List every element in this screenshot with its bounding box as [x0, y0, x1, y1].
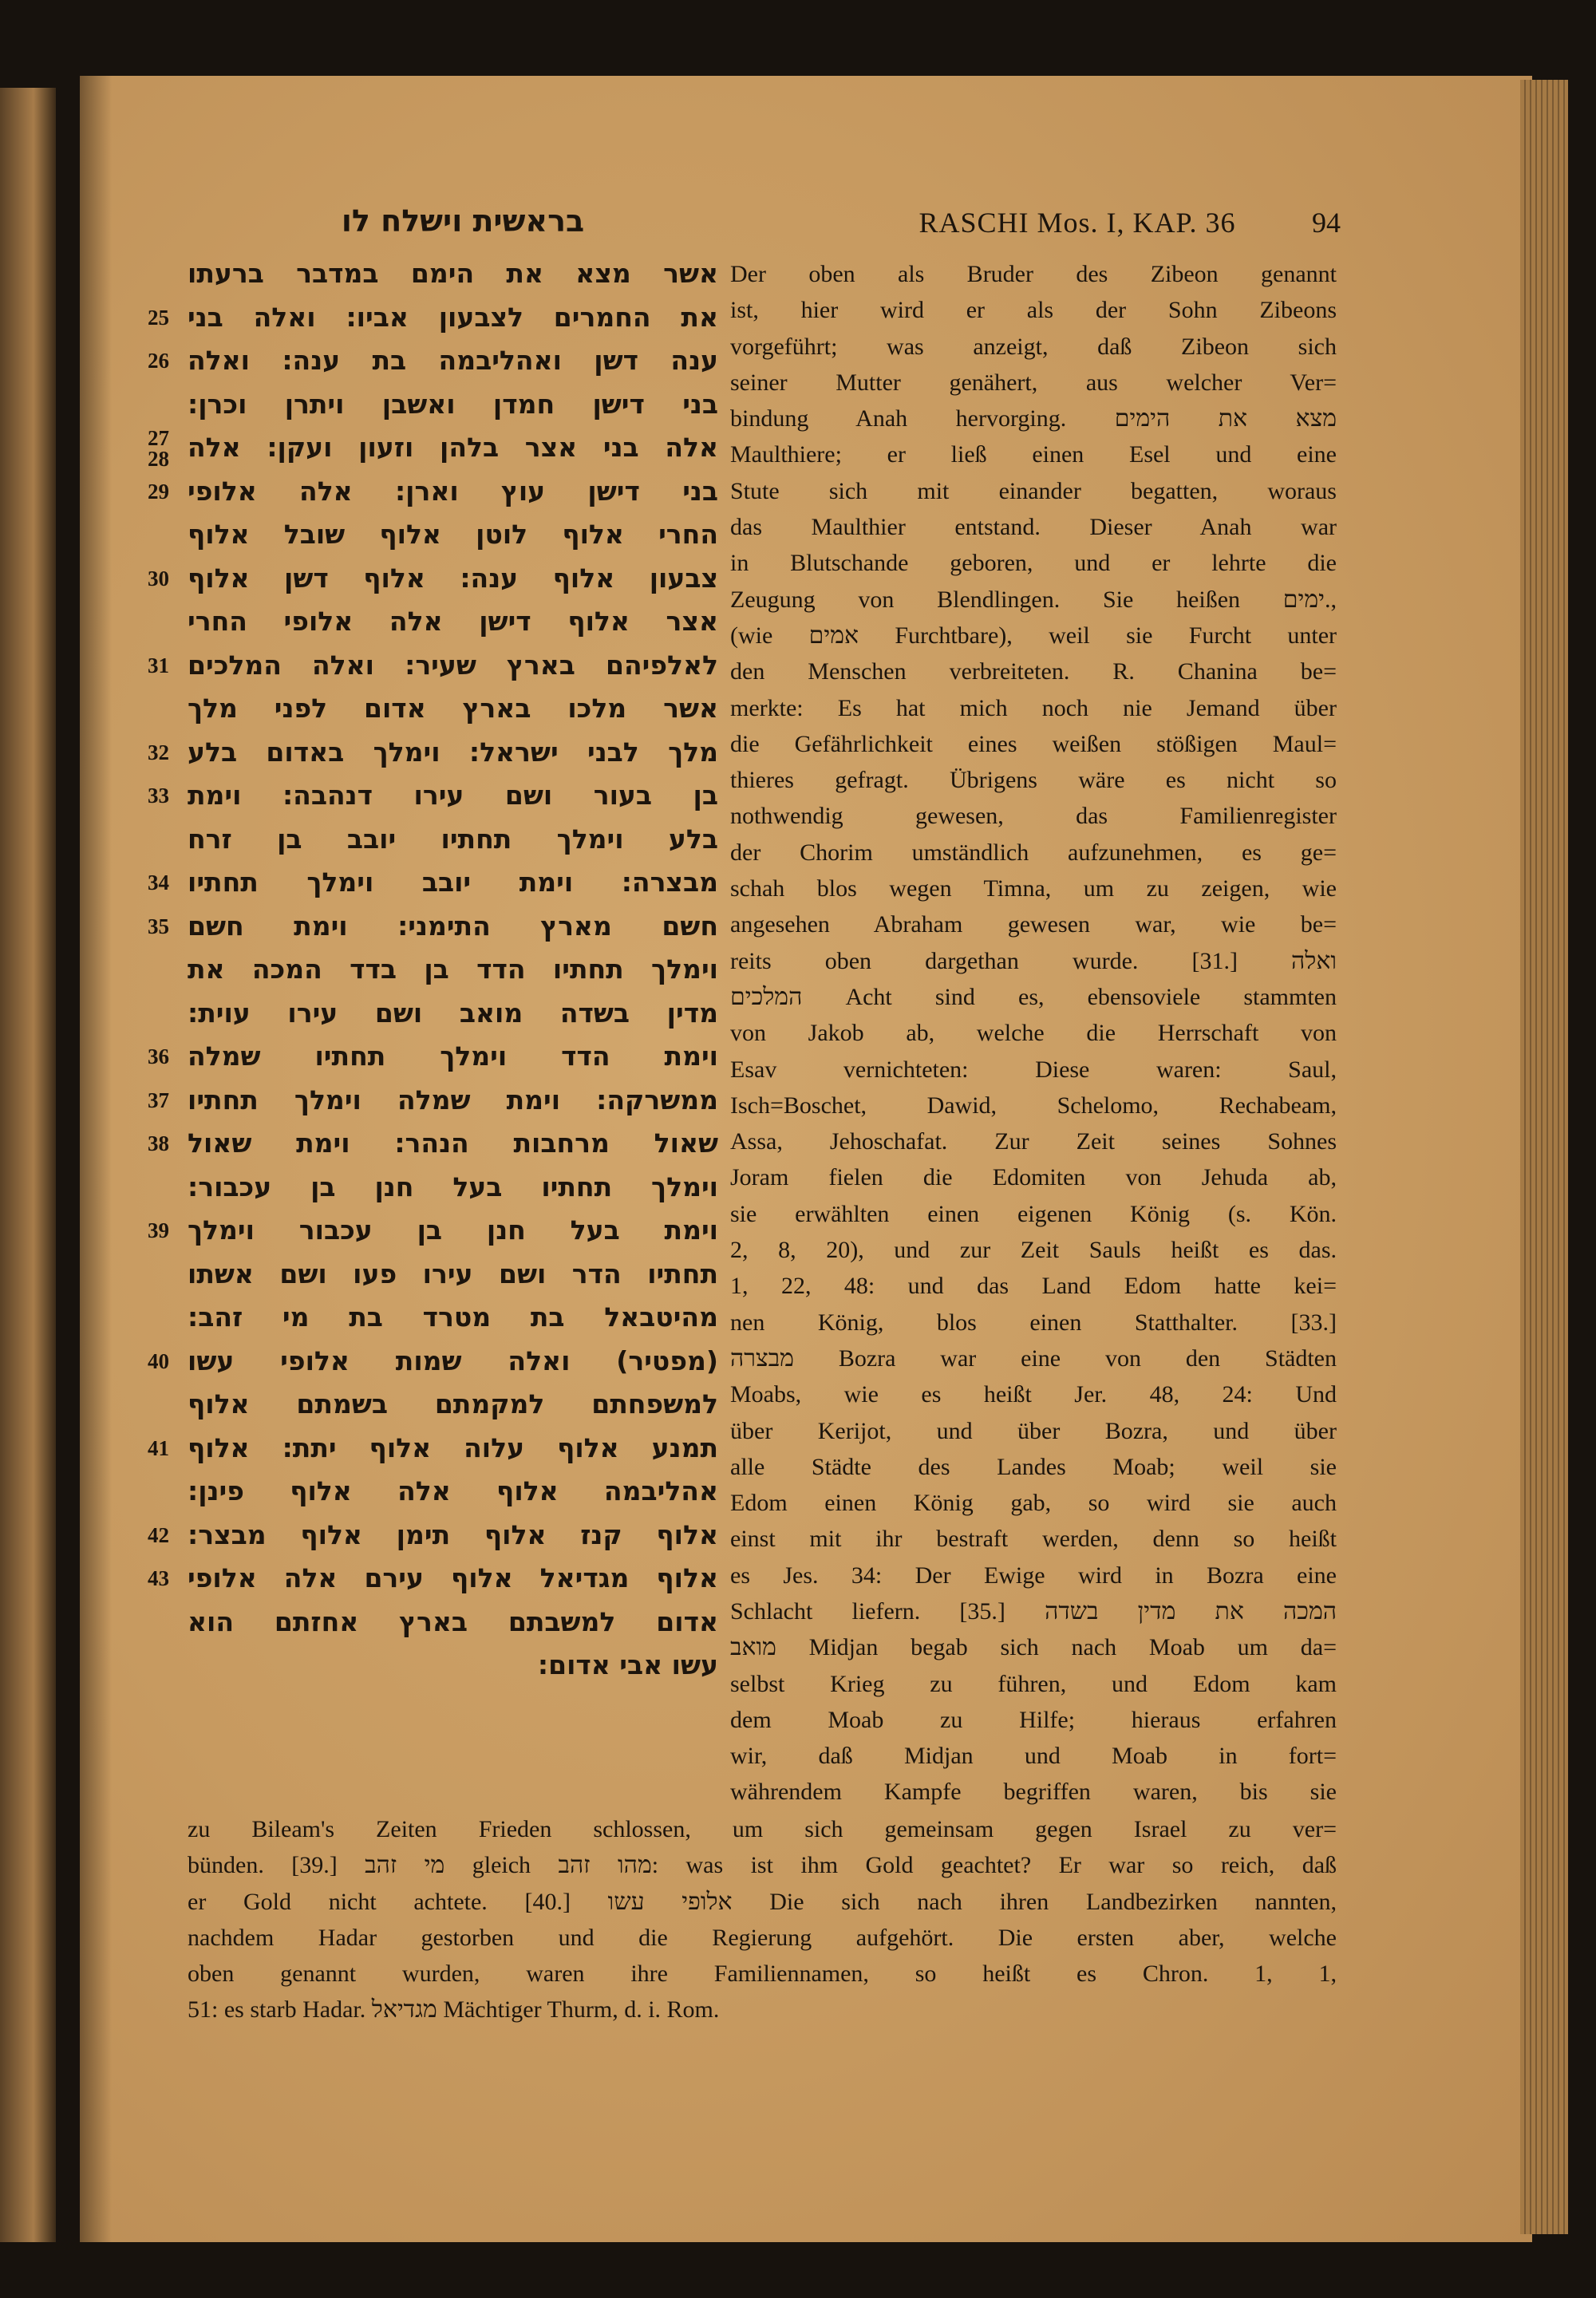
verse-number: 33 [148, 784, 169, 807]
hebrew-verse-line [188, 1296, 718, 1340]
commentary-line: das Maulthier entstand. Dieser Anah war [730, 514, 1337, 541]
hebrew-verse-line [148, 905, 718, 949]
verse-number: 42 [148, 1522, 169, 1547]
hebrew-verse-line [148, 1209, 718, 1253]
hebrew-verse-line [188, 992, 718, 1036]
hebrew-verse-line [188, 1470, 718, 1514]
commentary-line: über Kerijot, und über Bozra, und über [730, 1417, 1337, 1444]
hebrew-line-text: בני דישן עוץ וארן: אלה אלופי [188, 475, 718, 507]
commentary-line: (wie אמים Furchtbare), weil sie Furcht unter [730, 622, 1337, 649]
commentary-line: die Gefährlichkeit eines weißen stößigen Maul= [730, 730, 1337, 757]
commentary-line: nen König, blos einen Statthalter. [33.] [730, 1309, 1337, 1336]
hebrew-line-text: וימלך תחתיו בעל חנן בן עכבור: [188, 1171, 718, 1202]
hebrew-line-text: אצר אלוף דישן אלה אלופי החרי [188, 606, 718, 637]
verse-number: 39 [148, 1218, 169, 1242]
commentary-line: Esav vernichteten: Diese waren: Saul, [730, 1056, 1337, 1083]
commentary-line: bindung Anah hervorging. מצא את הימים [730, 405, 1337, 432]
commentary-line: 2, 8, 20), und zur Zeit Sauls heißt es das. [730, 1237, 1337, 1264]
verse-number: 36 [148, 1044, 169, 1068]
hebrew-line-text: וימת בעל חנן בן עכבור וימלך [188, 1214, 718, 1246]
hebrew-verse-line [188, 1253, 718, 1297]
commentary-line: thieres gefragt. Übrigens wäre es nicht so [730, 767, 1337, 794]
page-stack-edge [1520, 80, 1568, 2234]
hebrew-line-text: שאול מרחבות הנהר: וימת שאול [188, 1127, 718, 1159]
previous-page-edge [0, 88, 56, 2242]
hebrew-line-text: עשו אבי אדום: [537, 1649, 718, 1680]
hebrew-verse-line [148, 644, 718, 688]
running-head: RASCHI Mos. I, KAP. 36 [918, 207, 1236, 239]
hebrew-line-text: אלה בני אצר בלהן וזעון ועקן: אלה [188, 432, 718, 463]
verse-number: 37 [148, 1088, 169, 1112]
verse-number: 27 28 [148, 426, 169, 471]
commentary-line: währendem Kampfe begriffen waren, bis sie [730, 1779, 1337, 1806]
verse-number: 32 [148, 740, 169, 764]
hebrew-verse-line [148, 470, 718, 514]
commentary-full-width [188, 1811, 1337, 2028]
commentary-line: einst mit ihr bestraft werden, denn so heißt [730, 1526, 1337, 1553]
commentary-line: Zeugung von Blendlingen. Sie heißen ימים., [730, 586, 1337, 613]
hebrew-line-text: את החמרים לצבעון אביו: ואלה בני [188, 301, 718, 333]
verse-number: 34 [148, 871, 169, 894]
hebrew-line-text: תמנע אלוף עלוה אלוף יתת: אלוף [188, 1431, 718, 1463]
verse-number: 26 [148, 349, 169, 373]
commentary-line: merkte: Es hat mich noch nie Jemand über [730, 694, 1337, 721]
gutter-shadow [80, 76, 112, 2242]
hebrew-line-text: ענה דשן ואהליבמה בת ענה: ואלה [188, 345, 718, 376]
hebrew-line-text: בלע וימלך תחתיו יובב בן זרח [188, 823, 718, 855]
hebrew-verse-line [148, 861, 718, 905]
commentary-line: nothwendig gewesen, das Familienregister [730, 803, 1337, 830]
hebrew-line-text: ממשרקה: וימת שמלה וימלך תחתיו [188, 1084, 718, 1115]
hebrew-verse-line [188, 600, 718, 644]
commentary-line: sie erwählten einen eigenen König (s. Kön. [730, 1200, 1337, 1227]
commentary-line: schah blos wegen Timna, um zu zeigen, wie [730, 875, 1337, 902]
hebrew-verse-line [148, 731, 718, 775]
hebrew-running-title: בראשית וישלח לו [341, 203, 585, 239]
hebrew-line-text: אדום למשבתם בארץ אחזתם הוא [188, 1605, 718, 1637]
commentary-line: vorgeführt; was anzeigt, daß Zibeon sich [730, 333, 1337, 360]
commentary-line: den Menschen verbreiteten. R. Chanina be= [730, 658, 1337, 685]
hebrew-line-text: בן בעור ושם עירו דנהבה: וימת [188, 780, 718, 811]
commentary-line: zu Bileam's Zeiten Frieden schlossen, um sich gemeinsam gegen Israel zu ver= [188, 1816, 1337, 1842]
commentary-line: Isch=Boschet, Dawid, Schelomo, Rechabeam, [730, 1092, 1337, 1119]
commentary-line: bünden. [39.] מי זהב gleich מהו זהב: was ist ihm Gold geachtet? Er war so reich, daß [188, 1852, 1337, 1879]
hebrew-verse-line [188, 818, 718, 862]
hebrew-verse-line [188, 1601, 718, 1645]
commentary-line: selbst Krieg zu führen, und Edom kam [730, 1670, 1337, 1697]
commentary-line: er Gold nicht achtete. [40.] אלופי עשו Die sich nach ihren Landbezirken nannten, [188, 1888, 1337, 1915]
hebrew-verse-line [188, 948, 718, 992]
hebrew-verse-line [148, 1427, 718, 1471]
verse-number: 31 [148, 653, 169, 677]
hebrew-line-text: (מפטיר) ואלה שמות אלופי עשו [188, 1344, 718, 1376]
commentary-column [730, 256, 1337, 1810]
commentary-line: Joram fielen die Edomiten von Jehuda ab, [730, 1164, 1337, 1191]
commentary-line: alle Städte des Landes Moab; weil sie [730, 1453, 1337, 1480]
hebrew-line-text: אשר מלכו בארץ אדום לפני מלך [188, 693, 718, 724]
commentary-line: in Blutschande geboren, und er lehrte die [730, 550, 1337, 577]
hebrew-verse-line [148, 339, 718, 383]
commentary-line: Stute sich mit einander begatten, woraus [730, 477, 1337, 504]
commentary-line: seiner Mutter genähert, aus welcher Ver= [730, 369, 1337, 396]
commentary-line: nachdem Hadar gestorben und die Regierung aufgehört. Die ersten aber, welche [188, 1924, 1337, 1951]
hebrew-verse-line [148, 1122, 718, 1166]
verse-number: 30 [148, 566, 169, 590]
commentary-line: Der oben als Bruder des Zibeon genannt [730, 261, 1337, 287]
hebrew-line-text: תחתיו הדר ושם עירו פעו ושם אשתו [188, 1258, 718, 1289]
hebrew-line-text: בני דישן חמדן ואשבן ויתרן וכרן: [188, 388, 718, 420]
hebrew-line-text: וימלך תחתיו הדד בן בדד המכה את [188, 954, 718, 985]
page-number: 94 [1312, 207, 1341, 239]
hebrew-line-text: חשם מארץ התימני: וימת חשם [188, 910, 718, 942]
commentary-line: dem Moab zu Hilfe; hieraus erfahren [730, 1706, 1337, 1733]
hebrew-line-text: אלוף מגדיאל אלוף עירם אלה אלופי [188, 1562, 718, 1593]
commentary-line: מבצרה Bozra war eine von den Städten [730, 1344, 1337, 1372]
hebrew-line-text: לאלפיהם בארץ שעיר: ואלה המלכים [188, 649, 718, 681]
commentary-line: Moabs, wie es heißt Jer. 48, 24: Und [730, 1381, 1337, 1408]
hebrew-line-text: מבצרה: וימת יובב וימלך תחתיו [188, 867, 718, 898]
hebrew-verse-line [148, 1514, 718, 1558]
hebrew-verse-line [148, 1079, 718, 1123]
commentary-line: der Chorim umständlich aufzunehmen, es ge= [730, 839, 1337, 866]
verse-number: 25 [148, 305, 169, 330]
verse-number: 38 [148, 1131, 169, 1155]
hebrew-verse-line [188, 513, 718, 557]
hebrew-verse-line [148, 1557, 718, 1601]
hebrew-verse-line [148, 774, 718, 818]
verse-number: 41 [148, 1435, 169, 1460]
hebrew-bible-text [148, 252, 718, 1688]
commentary-line: מואב Midjan begab sich nach Moab um da= [730, 1634, 1337, 1661]
commentary-line: 51: es starb Hadar. מגדיאל Mächtiger Thurm, d. i. Rom. [188, 1996, 720, 2024]
commentary-line: von Jakob ab, welche die Herrschaft von [730, 1020, 1337, 1047]
hebrew-verse-line [188, 687, 718, 731]
commentary-line: Edom einen König gab, so wird sie auch [730, 1490, 1337, 1517]
hebrew-verse-line [148, 1035, 718, 1079]
hebrew-line-text: אלוף קנז אלוף תימן אלוף מבצר: [188, 1518, 718, 1550]
commentary-line: Schlacht liefern. [35.] המכה את מדין בשדה [730, 1597, 1337, 1625]
commentary-line: es Jes. 34: Der Ewige wird in Bozra eine [730, 1562, 1337, 1589]
commentary-line: Assa, Jehoschafat. Zur Zeit seines Sohnes [730, 1128, 1337, 1155]
hebrew-line-text: למשפחתם למקמתם בשמתם אלוף [188, 1388, 718, 1419]
commentary-line: oben genannt wurden, waren ihre Familiennamen, so heißt es Chron. 1, 1, [188, 1960, 1337, 1988]
verse-number: 29 [148, 479, 169, 503]
hebrew-line-text: מלך לבני ישראל: וימלך באדום בלע [188, 736, 718, 768]
hebrew-verse-line [148, 1340, 718, 1384]
hebrew-verse-line [148, 296, 718, 340]
hebrew-verse-line [188, 252, 718, 296]
hebrew-verse-line [188, 383, 718, 427]
commentary-line: wir, daß Midjan und Moab in fort= [730, 1743, 1337, 1770]
hebrew-verse-line [188, 1644, 718, 1688]
commentary-line: המלכים Acht sind es, ebensoviele stammten [730, 983, 1337, 1010]
hebrew-line-text: וימת הדד וימלך תחתיו שמלה [188, 1040, 718, 1072]
hebrew-line-text: אשר מצא את הימם במדבר ברעתו [188, 258, 718, 289]
hebrew-line-text: אהליבמה אלוף אלה אלוף פינן: [188, 1475, 718, 1506]
hebrew-verse-line [188, 1166, 718, 1210]
commentary-line: Maulthiere; er ließ einen Esel und eine [730, 441, 1337, 468]
hebrew-verse-line [188, 1383, 718, 1427]
hebrew-line-text: צבעון אלוף ענה: אלוף דשן אלוף [188, 562, 718, 594]
commentary-line: 1, 22, 48: und das Land Edom hatte kei= [730, 1273, 1337, 1300]
hebrew-line-text: החרי אלוף לוטן אלוף שובל אלוף [188, 519, 718, 550]
hebrew-verse-line [148, 557, 718, 601]
commentary-line: reits oben dargethan wurde. [31.] ואלה [730, 947, 1337, 974]
verse-number: 40 [148, 1348, 169, 1373]
hebrew-line-text: מהיטבאל בת מטרד בת מי זהב: [188, 1301, 718, 1333]
hebrew-verse-line [148, 426, 718, 471]
hebrew-line-text: מדין בשדה מואב ושם עירו עוית: [188, 997, 718, 1029]
verse-number: 35 [148, 914, 169, 938]
commentary-line: ist, hier wird er als der Sohn Zibeons [730, 297, 1337, 324]
verse-number: 43 [148, 1566, 169, 1590]
commentary-line: angesehen Abraham gewesen war, wie be= [730, 911, 1337, 938]
